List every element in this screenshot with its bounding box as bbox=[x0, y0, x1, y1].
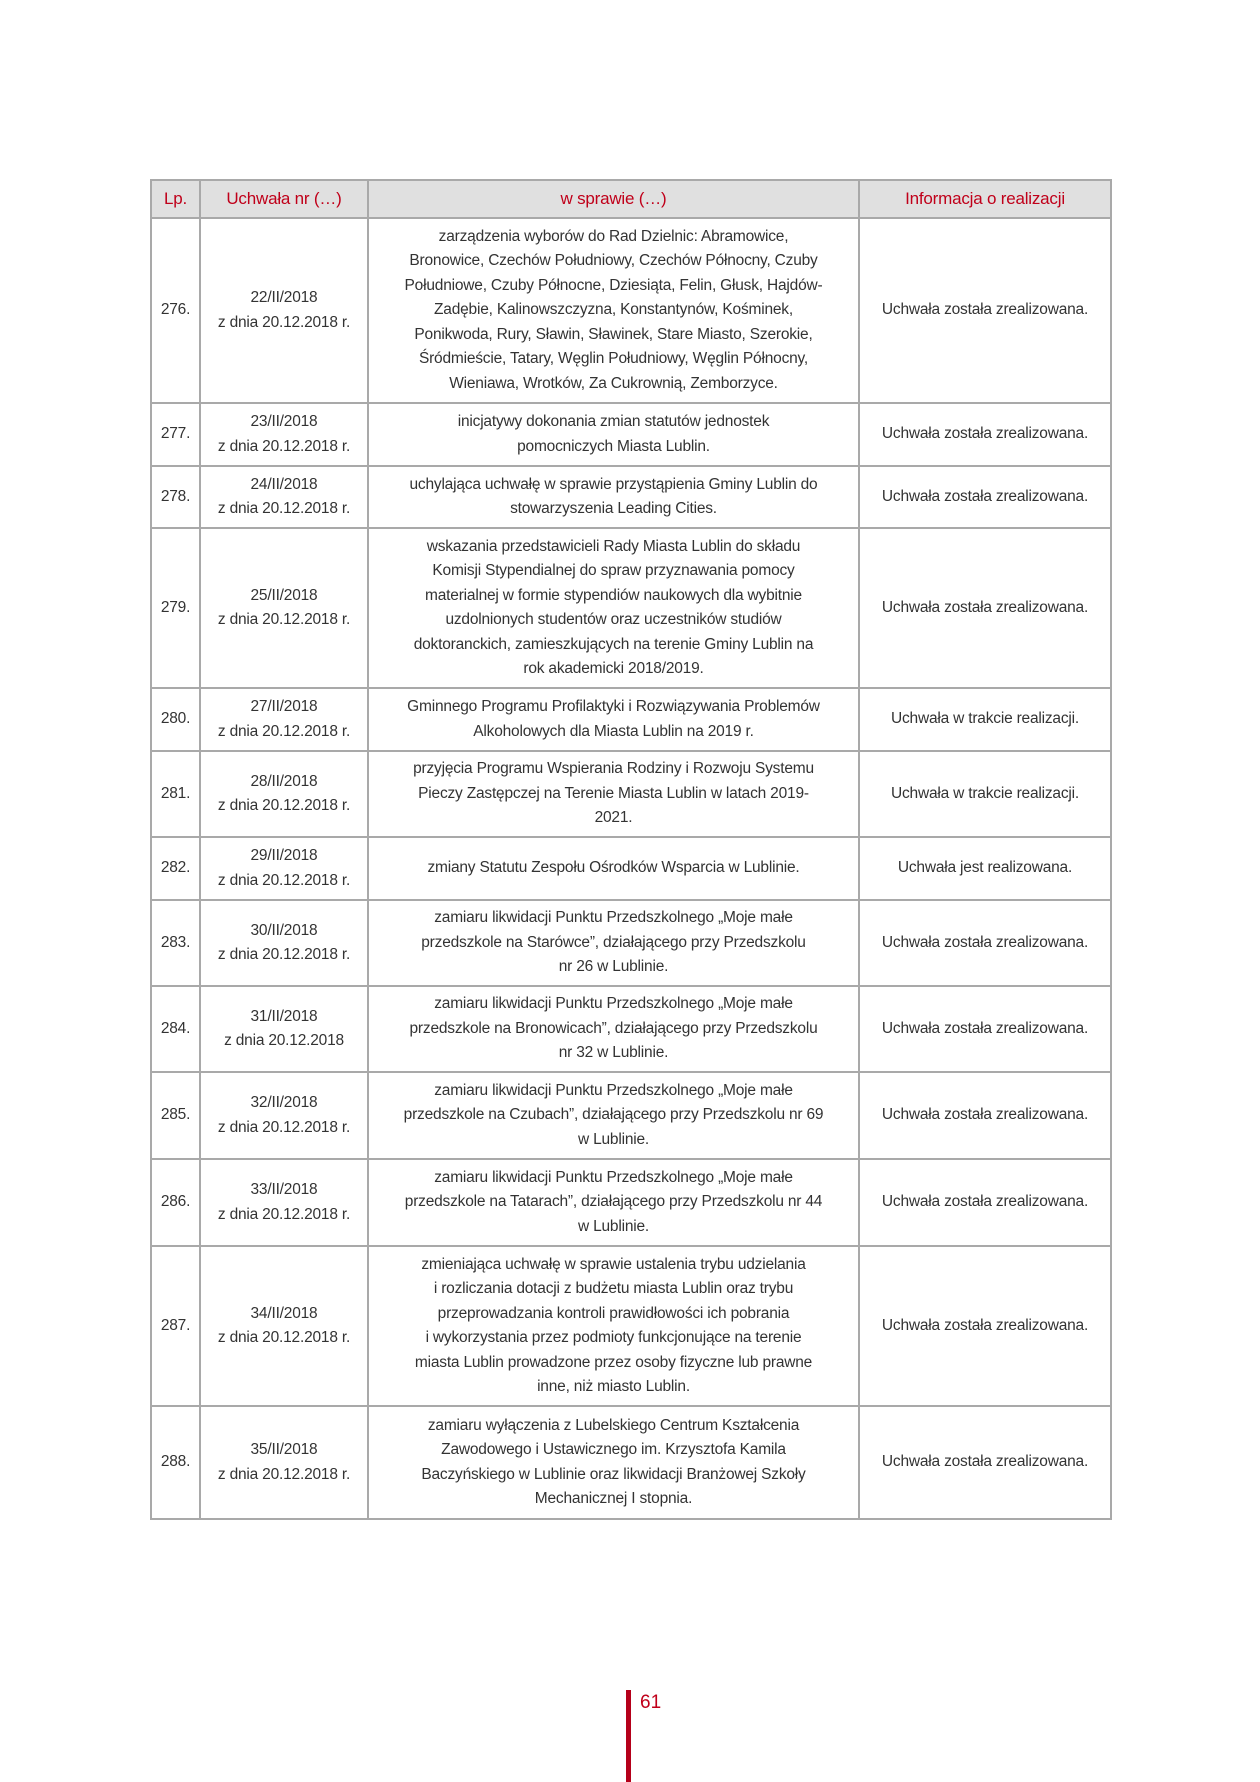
table-row bbox=[151, 1072, 1111, 1159]
resolution-subject: zamiaru likwidacji Punktu Przedszkolnego „Moje małe przedszkole na Tatarach”, działającego przy Przedszkolu nr 44 w Lublinie. bbox=[368, 1159, 859, 1246]
realization-status: Uchwała została zrealizowana. bbox=[859, 1246, 1111, 1406]
realization-status: Uchwała jest realizowana. bbox=[859, 837, 1111, 900]
row-lp: 278. bbox=[151, 466, 200, 528]
row-lp: 283. bbox=[151, 900, 200, 986]
row-lp: 287. bbox=[151, 1246, 200, 1406]
realization-status: Uchwała została zrealizowana. bbox=[859, 986, 1111, 1072]
table-row bbox=[151, 986, 1111, 1072]
resolution-subject: zamiaru likwidacji Punktu Przedszkolnego „Moje małe przedszkole na Starówce”, działającego przy Przedszkolu nr 26 w Lublinie. bbox=[368, 900, 859, 986]
resolution-subject: Gminnego Programu Profilaktyki i Rozwiązywania Problemów Alkoholowych dla Miasta Lublin na 2019 r. bbox=[368, 688, 859, 751]
resolution-subject: inicjatywy dokonania zmian statutów jednostek pomocniczych Miasta Lublin. bbox=[368, 403, 859, 466]
table-row bbox=[151, 1406, 1111, 1519]
row-lp: 281. bbox=[151, 751, 200, 837]
table-row bbox=[151, 403, 1111, 466]
row-lp: 284. bbox=[151, 986, 200, 1072]
table-row bbox=[151, 837, 1111, 900]
table-row bbox=[151, 751, 1111, 837]
row-lp: 286. bbox=[151, 1159, 200, 1246]
resolution-number: 27/II/2018 z dnia 20.12.2018 r. bbox=[200, 688, 368, 751]
resolution-number: 28/II/2018 z dnia 20.12.2018 r. bbox=[200, 751, 368, 837]
resolution-subject: przyjęcia Programu Wspierania Rodziny i Rozwoju Systemu Pieczy Zastępczej na Terenie Miasta Lublin w latach 2019- 2021. bbox=[368, 751, 859, 837]
realization-status: Uchwała została zrealizowana. bbox=[859, 1406, 1111, 1519]
table-header-row bbox=[151, 180, 1111, 218]
resolution-subject: zamiaru likwidacji Punktu Przedszkolnego „Moje małe przedszkole na Czubach”, działającego przy Przedszkolu nr 69 w Lublinie. bbox=[368, 1072, 859, 1159]
resolution-number: 30/II/2018 z dnia 20.12.2018 r. bbox=[200, 900, 368, 986]
row-lp: 288. bbox=[151, 1406, 200, 1519]
resolution-number: 35/II/2018 z dnia 20.12.2018 r. bbox=[200, 1406, 368, 1519]
resolution-number: 32/II/2018 z dnia 20.12.2018 r. bbox=[200, 1072, 368, 1159]
realization-status: Uchwała została zrealizowana. bbox=[859, 218, 1111, 403]
header-status: Informacja o realizacji bbox=[859, 180, 1111, 218]
resolution-subject: zamiaru wyłączenia z Lubelskiego Centrum Kształcenia Zawodowego i Ustawicznego im. Krzysztofa Kamila Baczyńskiego w Lublinie oraz likwidacji Branżowej Szkoły Mechanicznej I stopnia. bbox=[368, 1406, 859, 1519]
row-lp: 277. bbox=[151, 403, 200, 466]
resolution-number: 24/II/2018 z dnia 20.12.2018 r. bbox=[200, 466, 368, 528]
resolution-subject: zmiany Statutu Zespołu Ośrodków Wsparcia w Lublinie. bbox=[368, 837, 859, 900]
realization-status: Uchwała została zrealizowana. bbox=[859, 1072, 1111, 1159]
resolution-subject: uchylająca uchwałę w sprawie przystąpienia Gminy Lublin do stowarzyszenia Leading Cities. bbox=[368, 466, 859, 528]
realization-status: Uchwała została zrealizowana. bbox=[859, 1159, 1111, 1246]
row-lp: 285. bbox=[151, 1072, 200, 1159]
resolution-number: 34/II/2018 z dnia 20.12.2018 r. bbox=[200, 1246, 368, 1406]
resolution-number: 22/II/2018 z dnia 20.12.2018 r. bbox=[200, 218, 368, 403]
realization-status: Uchwała w trakcie realizacji. bbox=[859, 751, 1111, 837]
table-row bbox=[151, 528, 1111, 688]
resolution-number: 25/II/2018 z dnia 20.12.2018 r. bbox=[200, 528, 368, 688]
table-row bbox=[151, 466, 1111, 528]
row-lp: 282. bbox=[151, 837, 200, 900]
resolutions-table bbox=[150, 179, 1112, 1520]
realization-status: Uchwała została zrealizowana. bbox=[859, 900, 1111, 986]
table-row bbox=[151, 1246, 1111, 1406]
header-resolution-number: Uchwała nr (…) bbox=[200, 180, 368, 218]
realization-status: Uchwała została zrealizowana. bbox=[859, 466, 1111, 528]
row-lp: 280. bbox=[151, 688, 200, 751]
row-lp: 276. bbox=[151, 218, 200, 403]
resolution-subject: wskazania przedstawicieli Rady Miasta Lublin do składu Komisji Stypendialnej do spraw przyznawania pomocy materialnej w formie stypendiów naukowych dla wybitnie uzdolnionych studentów oraz uczestników studiów doktoranckich, zamieszkujących na terenie Gminy Lublin na rok akademicki 2018/2019. bbox=[368, 528, 859, 688]
header-lp: Lp. bbox=[151, 180, 200, 218]
row-lp: 279. bbox=[151, 528, 200, 688]
resolution-number: 23/II/2018 z dnia 20.12.2018 r. bbox=[200, 403, 368, 466]
resolution-number: 33/II/2018 z dnia 20.12.2018 r. bbox=[200, 1159, 368, 1246]
table-row bbox=[151, 688, 1111, 751]
header-subject: w sprawie (…) bbox=[368, 180, 859, 218]
page-number-bar bbox=[626, 1690, 631, 1782]
realization-status: Uchwała została zrealizowana. bbox=[859, 403, 1111, 466]
realization-status: Uchwała w trakcie realizacji. bbox=[859, 688, 1111, 751]
resolution-subject: zarządzenia wyborów do Rad Dzielnic: Abramowice, Bronowice, Czechów Południowy, Czechów Północny, Czuby Południowe, Czuby Północne, Dziesiąta, Felin, Głusk, Hajdów- Zadębie, Kalinowszczyzna, Konstantynów, Kośminek, Ponikwoda, Rury, Sławin, Sławinek, Stare Miasto, Szerokie, Śródmieście, Tatary, Węglin Południowy, Węglin Północny, Wieniawa, Wrotków, Za Cukrownią, Zemborzyce. bbox=[368, 218, 859, 403]
table-row bbox=[151, 900, 1111, 986]
resolution-subject: zamiaru likwidacji Punktu Przedszkolnego „Moje małe przedszkole na Bronowicach”, działającego przy Przedszkolu nr 32 w Lublinie. bbox=[368, 986, 859, 1072]
page-number: 61 bbox=[640, 1692, 662, 1713]
resolution-number: 29/II/2018 z dnia 20.12.2018 r. bbox=[200, 837, 368, 900]
table-row bbox=[151, 1159, 1111, 1246]
realization-status: Uchwała została zrealizowana. bbox=[859, 528, 1111, 688]
table-row bbox=[151, 218, 1111, 403]
resolution-subject: zmieniająca uchwałę w sprawie ustalenia trybu udzielania i rozliczania dotacji z budżetu miasta Lublin oraz trybu przeprowadzania kontroli prawidłowości ich pobrania i wykorzystania przez podmioty funkcjonujące na terenie miasta Lublin prowadzone przez osoby fizyczne lub prawne inne, niż miasto Lublin. bbox=[368, 1246, 859, 1406]
resolution-number: 31/II/2018 z dnia 20.12.2018 bbox=[200, 986, 368, 1072]
